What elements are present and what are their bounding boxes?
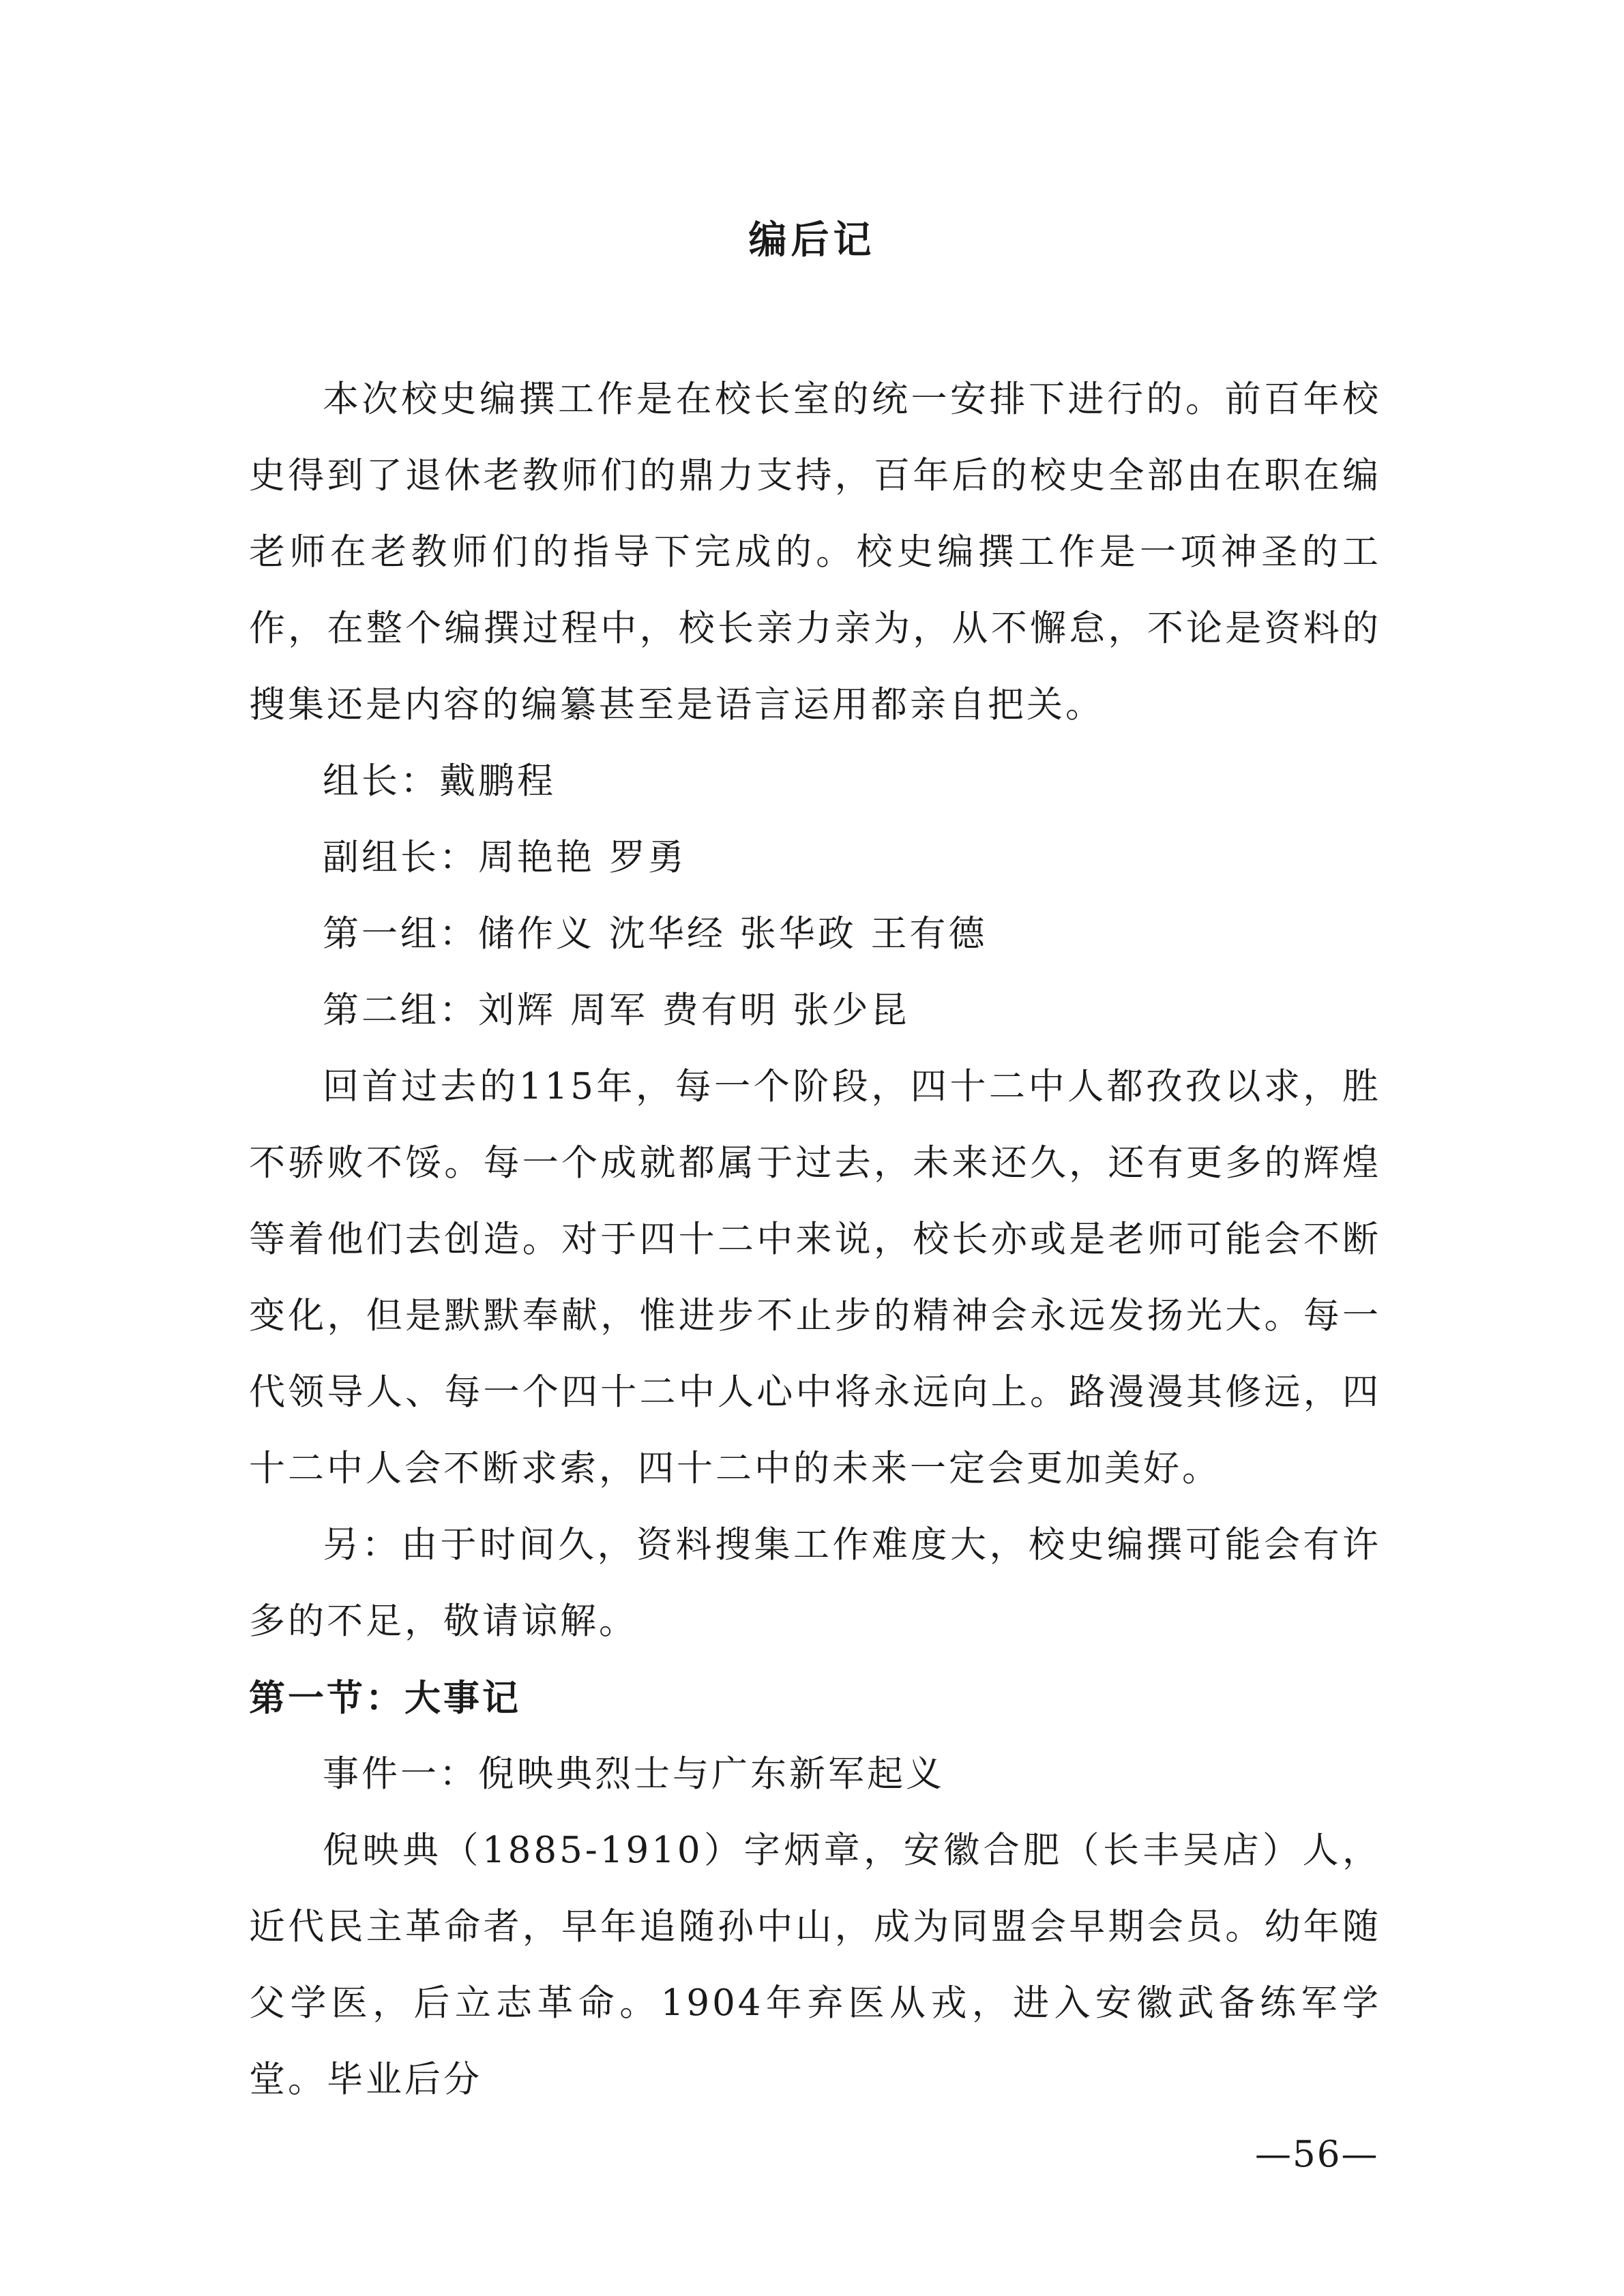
- paragraph-deputy-leaders: 副组长：周艳艳 罗勇: [323, 837, 687, 878]
- page-title: 编后记: [748, 218, 876, 263]
- paragraph-group-leader: 组长：戴鹏程: [323, 760, 556, 802]
- paragraph-reflection: 回首过去的115年，每一个阶段，四十二中人都孜孜以求，胜不骄败不馁。每一个成就都属于过去，未来还久，还有更多的辉煌等着他们去创造。对于四十二中来说，校长亦或是老师可能会不断变化，但是默默奉献，惟进步不止步的精神会永远发扬光大。每一代领导人、每一个四十二中人心中将永远向上。路漫漫其修远，四十二中人会不断求索，四十二中的未来一定会更加美好。: [249, 1066, 1381, 1489]
- paragraph-note: 另：由于时间久，资料搜集工作难度大，校史编撰可能会有许多的不足，敬请谅解。: [249, 1524, 1381, 1642]
- document-body: [249, 361, 1381, 2118]
- paragraph-event-title: 事件一：倪映典烈士与广东新军起义: [323, 1753, 945, 1795]
- paragraph-group-two: 第二组：刘辉 周军 费有明 张少昆: [323, 989, 910, 1031]
- section-heading: 第一节：大事记: [249, 1677, 521, 1719]
- paragraph-intro: 本次校史编撰工作是在校长室的统一安排下进行的。前百年校史得到了退休老教师们的鼎力支持，百年后的校史全部由在职在编老师在老教师们的指导下完成的。校史编撰工作是一项神圣的工作，在整个编撰过程中，校长亲力亲为，从不懈怠，不论是资料的搜集还是内容的编纂甚至是语言运用都亲自把关。: [249, 378, 1381, 726]
- paragraph-event-body: 倪映典（1885-1910）字炳章，安徽合肥（长丰吴店）人，近代民主革命者，早年追随孙中山，成为同盟会早期会员。幼年随父学医，后立志革命。1904年弃医从戎，进入安徽武备练军学堂。毕业后分: [249, 1830, 1381, 2100]
- page-number: —56—: [1255, 2134, 1379, 2175]
- paragraph-group-one: 第一组：储作义 沈华经 张华政 王有德: [323, 913, 988, 955]
